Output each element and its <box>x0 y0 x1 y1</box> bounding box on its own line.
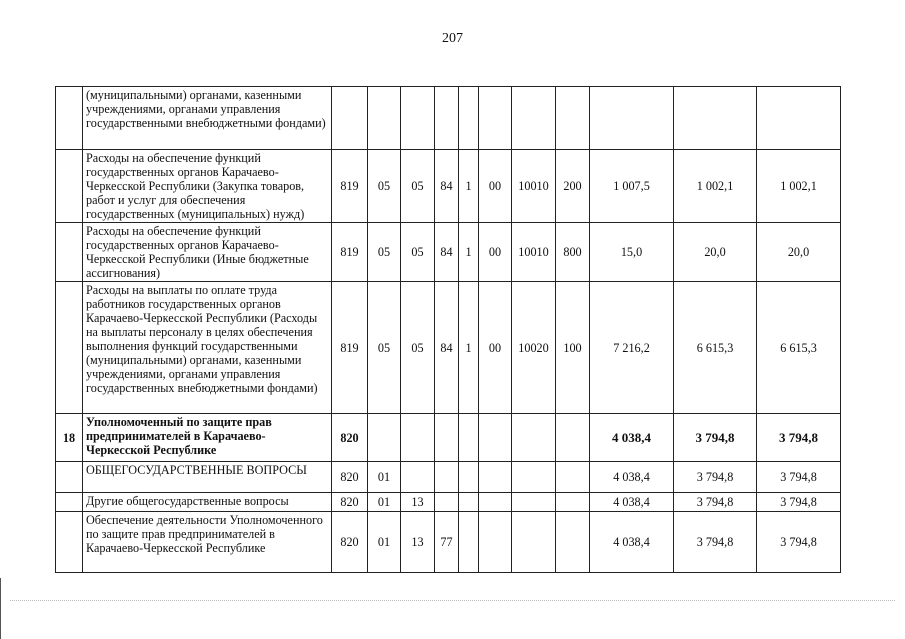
expense-type-code <box>556 87 590 150</box>
section-code: 05 <box>368 223 401 282</box>
amount-year-3: 3 794,8 <box>757 493 841 512</box>
subsection-code <box>401 462 435 493</box>
section-code: 01 <box>368 512 401 573</box>
row-name: Расходы на обеспечение функций государственных органов Карачаево-Черкесской Республики (Закупка товаров, работ и услуг для обеспечения государственных (муниципальных) нужд) <box>83 150 332 223</box>
subprogram-code <box>459 87 479 150</box>
row-number <box>56 150 83 223</box>
direction-code <box>512 462 556 493</box>
subsection-code <box>401 414 435 462</box>
direction-code: 10010 <box>512 223 556 282</box>
section-code <box>368 87 401 150</box>
row-name: Расходы на выплаты по оплате труда работников государственных органов Карачаево-Черкесской Республики (Расходы на выплаты персоналу в целях обеспечения выполнения функций государственными (муниципальными) органами, казенными учреждениями, органами управления государственных внебюджетными фондами) <box>83 282 332 414</box>
expense-type-code: 200 <box>556 150 590 223</box>
program-code: 84 <box>435 150 459 223</box>
row-name: Обеспечение деятельности Уполномоченного по защите прав предпринимателей в Карачаево-Черкесской Республике <box>83 512 332 573</box>
subprogram-code <box>459 414 479 462</box>
program-code <box>435 87 459 150</box>
table-row <box>56 87 841 150</box>
expense-type-code <box>556 462 590 493</box>
direction-code <box>512 87 556 150</box>
amount-year-1: 15,0 <box>590 223 674 282</box>
amount-year-2: 3 794,8 <box>674 493 757 512</box>
section-code: 01 <box>368 462 401 493</box>
page-bottom-divider <box>10 600 895 601</box>
amount-year-2: 3 794,8 <box>674 414 757 462</box>
measure-code <box>479 414 512 462</box>
row-name: (муниципальными) органами, казенными учреждениями, органами управления государственными внебюджетными фондами) <box>83 87 332 150</box>
amount-year-1 <box>590 87 674 150</box>
program-code: 77 <box>435 512 459 573</box>
ministry-code: 820 <box>332 512 368 573</box>
measure-code: 00 <box>479 282 512 414</box>
direction-code <box>512 414 556 462</box>
ministry-code: 819 <box>332 282 368 414</box>
subsection-code: 13 <box>401 512 435 573</box>
amount-year-2: 3 794,8 <box>674 462 757 493</box>
row-number <box>56 87 83 150</box>
section-code <box>368 414 401 462</box>
row-name: Уполномоченный по защите прав предпринимателей в Карачаево-Черкесской Республике <box>83 414 332 462</box>
page-number: 207 <box>442 31 463 46</box>
section-code: 05 <box>368 282 401 414</box>
expense-type-code: 100 <box>556 282 590 414</box>
measure-code: 00 <box>479 223 512 282</box>
amount-year-3: 3 794,8 <box>757 462 841 493</box>
row-number: 18 <box>56 414 83 462</box>
ministry-code <box>332 87 368 150</box>
expense-type-code <box>556 414 590 462</box>
table-row <box>56 462 841 493</box>
program-code: 84 <box>435 223 459 282</box>
section-code: 05 <box>368 150 401 223</box>
row-name: Расходы на обеспечение функций государственных органов Карачаево-Черкесской Республики (Иные бюджетные ассигнования) <box>83 223 332 282</box>
budget-table <box>55 86 841 573</box>
row-number <box>56 282 83 414</box>
row-name: ОБЩЕГОСУДАРСТВЕННЫЕ ВОПРОСЫ <box>83 462 332 493</box>
ministry-code: 820 <box>332 462 368 493</box>
amount-year-3: 20,0 <box>757 223 841 282</box>
scan-edge-mark <box>0 578 1 639</box>
row-number <box>56 493 83 512</box>
direction-code: 10020 <box>512 282 556 414</box>
row-number <box>56 462 83 493</box>
table-row <box>56 493 841 512</box>
ministry-code: 820 <box>332 493 368 512</box>
amount-year-2 <box>674 87 757 150</box>
amount-year-1: 4 038,4 <box>590 462 674 493</box>
program-code <box>435 414 459 462</box>
measure-code: 00 <box>479 150 512 223</box>
row-number <box>56 512 83 573</box>
table-row <box>56 512 841 573</box>
amount-year-2: 1 002,1 <box>674 150 757 223</box>
measure-code <box>479 87 512 150</box>
amount-year-2: 3 794,8 <box>674 512 757 573</box>
amount-year-3: 6 615,3 <box>757 282 841 414</box>
measure-code <box>479 493 512 512</box>
subprogram-code: 1 <box>459 150 479 223</box>
subsection-code: 05 <box>401 150 435 223</box>
subprogram-code <box>459 493 479 512</box>
subprogram-code: 1 <box>459 282 479 414</box>
amount-year-1: 1 007,5 <box>590 150 674 223</box>
ministry-code: 820 <box>332 414 368 462</box>
amount-year-3: 3 794,8 <box>757 414 841 462</box>
expense-type-code: 800 <box>556 223 590 282</box>
direction-code <box>512 493 556 512</box>
amount-year-2: 20,0 <box>674 223 757 282</box>
program-code: 84 <box>435 282 459 414</box>
table-row <box>56 282 841 414</box>
amount-year-3 <box>757 87 841 150</box>
row-number <box>56 223 83 282</box>
subprogram-code <box>459 462 479 493</box>
amount-year-1: 4 038,4 <box>590 414 674 462</box>
direction-code <box>512 512 556 573</box>
measure-code <box>479 462 512 493</box>
amount-year-2: 6 615,3 <box>674 282 757 414</box>
amount-year-1: 4 038,4 <box>590 493 674 512</box>
measure-code <box>479 512 512 573</box>
ministry-code: 819 <box>332 150 368 223</box>
program-code <box>435 462 459 493</box>
program-code <box>435 493 459 512</box>
direction-code: 10010 <box>512 150 556 223</box>
section-code: 01 <box>368 493 401 512</box>
amount-year-3: 1 002,1 <box>757 150 841 223</box>
expense-type-code <box>556 512 590 573</box>
ministry-code: 819 <box>332 223 368 282</box>
table-body <box>56 87 841 573</box>
table-row <box>56 414 841 462</box>
subprogram-code <box>459 512 479 573</box>
amount-year-3: 3 794,8 <box>757 512 841 573</box>
subsection-code: 13 <box>401 493 435 512</box>
expense-type-code <box>556 493 590 512</box>
subsection-code <box>401 87 435 150</box>
amount-year-1: 4 038,4 <box>590 512 674 573</box>
subprogram-code: 1 <box>459 223 479 282</box>
row-name: Другие общегосударственные вопросы <box>83 493 332 512</box>
amount-year-1: 7 216,2 <box>590 282 674 414</box>
table-row <box>56 150 841 223</box>
subsection-code: 05 <box>401 282 435 414</box>
subsection-code: 05 <box>401 223 435 282</box>
table-row <box>56 223 841 282</box>
